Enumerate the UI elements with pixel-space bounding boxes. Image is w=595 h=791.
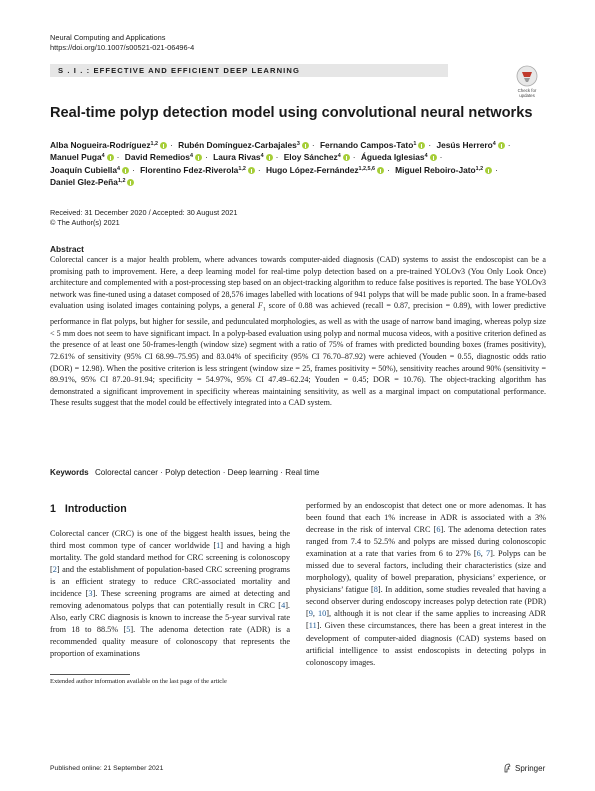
author-name: Manuel Puga — [50, 152, 102, 163]
orcid-icon[interactable] — [485, 167, 492, 174]
author-name: Hugo López-Fernández — [265, 164, 359, 175]
author[interactable] — [320, 140, 425, 150]
author-name: Águeda Iglesias — [360, 152, 425, 163]
orcid-icon[interactable] — [160, 142, 167, 149]
author-separator: · — [439, 152, 443, 163]
publication-dates — [50, 208, 237, 227]
author-affiliation: 1,2 — [475, 165, 484, 172]
abstract-text: Colorectal cancer is a major health problem, where advances towards computer-aided diagnosis (CAD) systems to assist the endoscopist can be a promising path to improvement. Here, a deep learning model for real-time polyp detection based on a pre-trained YOLOv3 (You Only Look Once) architecture and complemented with a post-processing step based on an object-tracking algorithm to reduce false positives is reported. The base YOLOv3 network was fine-tuned using a dataset composed of 28,576 images labelled with locations of 941 polyps that will be made public soon. In a frame-based evaluation using isolated images containing polyps, a general $F_1$ score of 0.88 was achieved (recall = 0.87, precision = 0.89), with lower predictive performance in flat polyps, but higher for sessile, and pedunculated morphologies, as well as with the usage of narrow band imaging, whereas polyp size < 5 mm does not seem to have significant impact. In a polyp-based evaluation using polyp and normal mucosa videos, with a positive criterion defined as the presence of at least one 50-frames-length (window size) segment with a ratio of 75% of frames with predicted bounding boxes (frames positivity), 72.61% of sensitivity (95% CI 68.99–75.95) and 83.04% of specificity (95% CI 76.70–87.92) were achieved (Youden = 0.55, diagnostic odds ratio (DOR) = 12.98). When the positive criterion is less stringent (window size = 25, frames positivity = 50%), sensitivity reaches around 90% (sensitivity = 89.91%, 95% CI 87.20–91.94; specificity = 54.97%, 95% CI 47.49–62.24; Youden = 0.45; DOR = 10.76). The object-tracking algorithm has demonstrated a significant improvement in specificity whereas maintaining sensitivity, as well as a marginal impact on computational performance. These results suggest that the model could be effectively integrated into a CAD system. — [50, 255, 546, 408]
publisher-logo — [503, 763, 545, 773]
copyright: © The Author(s) 2021 — [50, 217, 120, 227]
abstract-heading: Abstract — [50, 244, 84, 254]
orcid-icon[interactable] — [248, 167, 255, 174]
author-separator: · — [507, 140, 511, 150]
author-affiliation: 1 — [413, 141, 417, 147]
author-separator: · — [495, 164, 498, 175]
author-name: Joaquín Cubiella — [50, 164, 118, 175]
orcid-icon[interactable] — [430, 154, 437, 161]
author-name: Daniel Glez-Peña — [50, 176, 118, 187]
author-affiliation: 4 — [492, 141, 496, 147]
author-name: David Remedios — [124, 152, 190, 163]
author[interactable] — [140, 165, 255, 175]
citation-link[interactable]: 4 — [281, 601, 286, 611]
orcid-icon[interactable] — [127, 179, 134, 186]
footnote: Extended author information available on the last page of the article — [50, 678, 227, 685]
citation-link[interactable]: 3 — [88, 589, 93, 599]
author-separator: · — [204, 152, 208, 163]
author-affiliation: 4 — [189, 153, 193, 160]
doi-link[interactable]: https://doi.org/10.1007/s00521-021-06496-4 — [50, 42, 195, 52]
author-name: Rubén Domínguez-Carbajales — [178, 140, 297, 150]
author-affiliation: 1,2 — [117, 177, 126, 184]
orcid-icon[interactable] — [302, 142, 309, 149]
orcid-icon[interactable] — [377, 167, 384, 174]
author-name: Jesús Herrero — [436, 140, 493, 150]
citation-link[interactable]: 9 — [308, 609, 313, 619]
author-name: Laura Rivas — [213, 152, 261, 163]
citation-link[interactable]: 2 — [52, 565, 57, 575]
author[interactable] — [50, 152, 114, 162]
author-separator: · — [387, 164, 390, 175]
author-separator: · — [116, 152, 120, 163]
footnote-rule — [50, 674, 130, 675]
author-affiliation: 3 — [296, 141, 300, 147]
author[interactable] — [178, 140, 309, 150]
orcid-icon[interactable] — [343, 154, 350, 161]
author-separator: · — [257, 164, 261, 175]
keywords-label: Keywords — [50, 468, 89, 477]
author[interactable] — [266, 165, 384, 175]
author[interactable] — [361, 152, 437, 162]
author-affiliation: 4 — [117, 165, 121, 172]
orcid-icon[interactable] — [498, 142, 505, 149]
section-title: Introduction — [64, 503, 127, 515]
author-separator: · — [352, 152, 356, 163]
author-affiliation: 1,2 — [238, 165, 246, 172]
citation-link[interactable]: 6 — [476, 549, 481, 559]
orcid-icon[interactable] — [107, 154, 114, 161]
author-affiliation: 4 — [424, 153, 428, 160]
citation-link[interactable]: 5 — [126, 625, 131, 635]
intro-column-right: performed by an endoscopist that detect one or more adenomas. It has been found that each 1% increase in ADR is associated with a 3% decrease in the risk of interval CRC [6]. The adenoma detection rates ranged from 7.4 to 52.5% and polyps are missed during colonoscopic examination at a rate that varies from 6 to 27% [6, 7]. Polyps can be missed due to several factors, including their characteristics (size and morphology), quality of bowel preparation, physicians’ experience, or physicians’ fatigue [8]. In addition, some studies revealed that having a second observer during endoscopy increases polyp detection rate (PDR) [9, 10], although it is not clear if the same applies to increasing ADR [11]. Given these circumstances, there has been a great interest in the development of computer-aided diagnosis (CAD) systems based on artificial intelligence to assist endoscopists in detecting polyps in colonoscopy images. — [306, 501, 547, 667]
springer-horse-icon — [503, 763, 512, 773]
citation-link[interactable]: 7 — [485, 549, 491, 559]
author[interactable] — [395, 165, 492, 175]
author-name: Miguel Reboiro-Jato — [395, 164, 476, 175]
article-title: Real-time polyp detection model using convolutional neural networks — [50, 105, 533, 121]
journal-header — [50, 33, 194, 52]
author-name: Eloy Sánchez — [283, 152, 338, 163]
citation-link[interactable]: 10 — [318, 609, 327, 619]
author[interactable] — [436, 140, 504, 150]
published-online: Published online: 21 September 2021 — [50, 765, 164, 772]
author-affiliation: 4 — [260, 153, 264, 160]
citation-link[interactable]: 6 — [436, 525, 441, 535]
author[interactable] — [213, 152, 272, 162]
journal-name: Neural Computing and Applications — [50, 33, 166, 42]
author-separator: · — [311, 140, 315, 150]
author[interactable] — [50, 140, 167, 150]
author-name: Fernando Campos-Tato — [319, 140, 414, 150]
author-affiliation: 4 — [337, 153, 341, 160]
check-updates-icon — [516, 65, 538, 87]
author[interactable] — [284, 152, 350, 162]
publisher-name: Springer — [515, 764, 546, 773]
author-separator: · — [170, 140, 173, 150]
author-separator: · — [275, 152, 279, 163]
author-separator: · — [132, 164, 135, 175]
author[interactable] — [50, 165, 129, 175]
section-label: S . I . : EFFECTIVE AND EFFICIENT DEEP LEARNING — [50, 64, 448, 77]
author[interactable] — [125, 152, 202, 162]
check-updates-line2: updates — [519, 93, 535, 98]
author-name: Florentino Fdez-Riverola — [140, 164, 239, 175]
section-number: 1 — [50, 503, 56, 515]
orcid-icon[interactable] — [195, 154, 202, 161]
orcid-icon[interactable] — [266, 154, 273, 161]
section-heading-introduction — [50, 503, 127, 515]
orcid-icon[interactable] — [122, 167, 129, 174]
keyword-list: Colorectal cancer · Polyp detection · Deep learning · Real time — [94, 468, 320, 477]
author[interactable] — [50, 177, 134, 187]
author-name: Alba Nogueira-Rodríguez — [50, 140, 151, 150]
check-updates-line1: Check for — [517, 88, 537, 93]
citation-link[interactable]: 1 — [216, 541, 221, 551]
author-separator: · — [428, 140, 432, 150]
citation-link[interactable]: 11 — [308, 621, 317, 631]
author-list — [50, 139, 520, 188]
author-affiliation: 1,2 — [150, 141, 159, 147]
author-affiliation: 1,2,5,6 — [358, 165, 376, 172]
orcid-icon[interactable] — [418, 142, 425, 149]
intro-column-left: Colorectal cancer (CRC) is one of the biggest health issues, being the third most common type of cancer worldwide [1] and having a high mortality. The gold standard method for CRC screening is colonoscopy [2] and the establishment of population-based CRC screening programs is an efficient strategy to reduce CRC-associated mortality and incidence [3]. These screening programs are aimed at detecting and removing adenomatous polyps that can potentially result in CRC [4]. Also, early CRC diagnosis is known to increase the 5-year survival rate from 18 to 88.5% [5]. The adenoma detection rate (ADR) is a recommended quality measure of colonoscopy that represents the proportion of examinations — [50, 529, 290, 659]
check-for-updates-button[interactable] — [510, 65, 544, 97]
author-affiliation: 4 — [101, 153, 105, 160]
citation-link[interactable]: 8 — [373, 585, 378, 595]
keywords — [50, 468, 319, 477]
received-accepted: Received: 31 December 2020 / Accepted: 30 August 2021 — [50, 208, 238, 217]
